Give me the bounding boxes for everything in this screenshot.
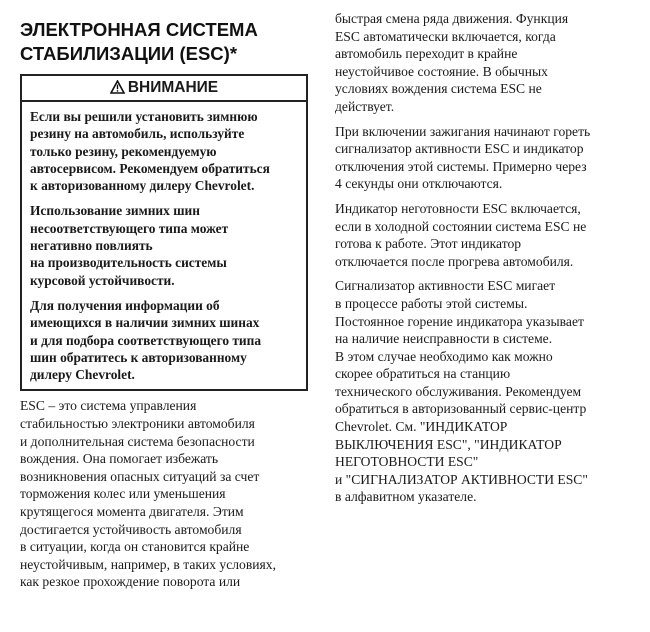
warning-paragraph	[30, 108, 298, 194]
left-column	[20, 18, 310, 591]
text-line: на производительность системы	[30, 255, 227, 271]
right-column	[335, 10, 630, 513]
text-line: как резкое прохождение поворота или	[20, 574, 241, 590]
body-paragraph	[20, 397, 310, 591]
text-line: При включении зажигания начинают гореть	[335, 123, 591, 139]
body-paragraph	[335, 277, 630, 506]
title-line: ЭЛЕКТРОННАЯ СИСТЕМА	[20, 19, 258, 40]
text-line: в процессе работы этой системы.	[335, 295, 528, 311]
text-line: готова к работе. Этот индикатор	[335, 236, 522, 252]
warning-paragraph	[30, 202, 298, 288]
warning-triangle-icon	[110, 80, 125, 94]
text-line: если в холодной состоянии система ESC не	[335, 218, 587, 234]
text-line: имеющихся в наличии зимних шинах	[30, 315, 260, 331]
text-line: скорее обратиться на станцию	[335, 366, 511, 382]
text-line: в алфавитном указателе.	[335, 489, 477, 505]
body-paragraph	[335, 200, 630, 270]
text-line: вождения. Она помогает избежать	[20, 451, 219, 467]
warning-label: ВНИМАНИЕ	[127, 79, 219, 96]
text-line: Сигнализатор активности ESC мигает	[335, 278, 556, 294]
text-line: и "СИГНАЛИЗАТОР АКТИВНОСТИ ESC"	[335, 471, 588, 487]
text-line: технического обслуживания. Рекомендуем	[335, 383, 582, 399]
text-line: только резину, рекомендуемую	[30, 143, 217, 159]
text-line: Для получения информации об	[30, 297, 220, 313]
text-line: дилеру Chevrolet.	[30, 367, 135, 383]
text-line: Chevrolet. См. "ИНДИКАТОР	[335, 419, 508, 435]
text-line: отключения этой системы. Примерно через	[335, 158, 587, 174]
body-paragraph	[335, 10, 630, 116]
text-line: стабильностью электроники автомобиля	[20, 416, 255, 432]
title-line: СТАБИЛИЗАЦИИ (ESC)*	[20, 43, 238, 64]
text-line: отключается после прогрева автомобиля.	[335, 253, 574, 269]
text-line: в ситуации, когда он становится крайне	[20, 539, 250, 555]
text-line: В этом случае необходимо как можно	[335, 348, 553, 364]
warning-body	[22, 102, 306, 389]
text-line: на наличие неисправности в системе.	[335, 331, 553, 347]
text-line: Индикатор неготовности ESC включается,	[335, 200, 581, 216]
body-paragraph	[335, 123, 630, 193]
text-line: крутящегося момента двигателя. Этим	[20, 504, 244, 520]
text-line: неустойчивое состояние. В обычных	[335, 63, 548, 79]
text-line: возникновения опасных ситуаций за счет	[20, 468, 260, 484]
warning-box	[20, 74, 308, 391]
warning-paragraph	[30, 297, 298, 383]
text-line: торможения колес или уменьшения	[20, 486, 226, 502]
text-line: Использование зимних шин	[30, 203, 200, 219]
text-line: обратиться в авторизованный сервис-центр	[335, 401, 587, 417]
text-line: несоответствующего типа может	[30, 220, 229, 236]
text-line: сигнализатор активности ESC и индикатор	[335, 141, 584, 157]
text-line: достигается устойчивость автомобиля	[20, 521, 242, 537]
text-line: и для подбора соответствующего типа	[30, 332, 262, 348]
text-line: ВЫКЛЮЧЕНИЯ ESC", "ИНДИКАТОР	[335, 436, 562, 452]
text-line: негативно повлиять	[30, 238, 153, 254]
warning-header	[22, 76, 306, 102]
text-line: быстрая смена ряда движения. Функция	[335, 11, 569, 26]
text-line: неустойчивым, например, в таких условиях,	[20, 556, 276, 572]
text-line: 4 секунды они отключаются.	[335, 176, 503, 192]
text-line: курсовой устойчивости.	[30, 272, 175, 288]
text-line: ESC автоматически включается, когда	[335, 28, 556, 44]
text-line: резину на автомобиль, используйте	[30, 126, 245, 142]
text-line: ESC – это система управления	[20, 398, 197, 414]
text-line: шин обратитесь к авторизованному	[30, 349, 247, 365]
text-line: условиях вождения система ESC не	[335, 81, 542, 97]
text-line: к авторизованному дилеру Chevrolet.	[30, 178, 255, 194]
section-title	[20, 18, 310, 66]
text-line: Если вы решили установить зимнюю	[30, 109, 258, 124]
text-line: НЕГОТОВНОСТИ ESC"	[335, 454, 479, 470]
text-line: автосервисом. Рекомендуем обратиться	[30, 160, 270, 176]
text-line: действует.	[335, 98, 395, 114]
text-line: Постоянное горение индикатора указывает	[335, 313, 584, 329]
text-line: автомобиль переходит в крайне	[335, 46, 518, 62]
text-line: и дополнительная система безопасности	[20, 433, 255, 449]
